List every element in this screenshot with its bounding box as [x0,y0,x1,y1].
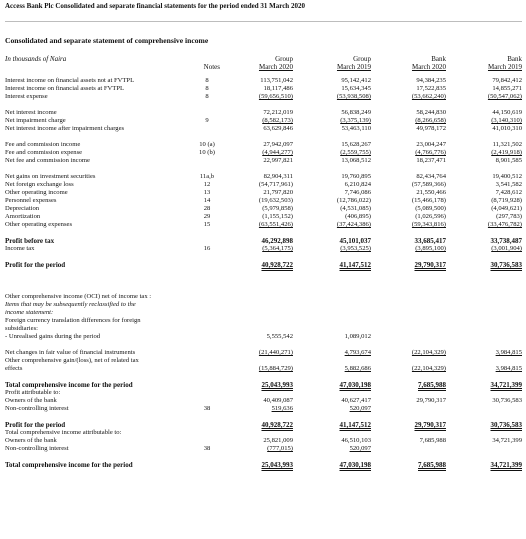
statement-row [0,141,526,149]
row-label: Other operating expenses [5,221,73,228]
group-2019-value: 520,097 [349,405,371,412]
group-2020-value: 82,904,311 [263,173,293,180]
row-label: Interest expense [5,93,48,100]
statement-row [0,205,526,213]
group-2019-value: (4,531,085) [340,205,371,212]
group-2020-value: 25,043,993 [261,381,293,389]
bank-2020-value: 29,790,317 [414,261,446,269]
statement-row [0,213,526,221]
statement-row [0,85,526,93]
group-2020-value: 25,043,993 [261,461,293,469]
group-2020-value: (5,979,858) [262,205,293,212]
row-label: effects [5,365,23,372]
group-2019-value: 47,030,198 [339,381,371,389]
bank-2020-value: 18,237,471 [416,157,446,164]
statement-row [0,189,526,197]
row-note: 28 [203,205,211,212]
row-label: Other comprehensive income (OCI) net of income tax : [5,293,152,300]
bank-2020-value: 7,685,988 [419,437,446,444]
group-2019-value: 47,030,198 [339,461,371,469]
bank-2020-value: (8,266,658) [415,117,446,124]
group-2020-header [213,55,293,71]
row-label: Interest income on financial assets not at FVTPL [5,77,135,84]
statement-row [0,149,526,157]
row-note: 13 [203,189,211,196]
row-label: Profit attributable to: [5,389,61,396]
group-2019-value: 13,068,512 [341,157,371,164]
bank-2019-value: (3,140,310) [491,117,522,124]
row-note: 10 (a) [199,141,215,148]
bank-2020-value: 58,244,830 [416,109,446,116]
statement-row [0,357,526,365]
bank-2020-value: (59,343,816) [411,221,446,228]
bank-2020-value: (53,662,240) [411,93,446,100]
row-label: income statement: [5,309,54,316]
row-label: Interest income on financial assets at FVTPL [5,85,125,92]
bank-2019-value: 79,842,412 [492,77,522,84]
row-label: Total comprehensive income attributable to: [5,429,122,436]
bank-2020-value: (22,104,329) [411,365,446,372]
row-note: 16 [203,245,211,252]
row-label: Net interest income after impairment charges [5,125,125,132]
statement-row [0,309,526,317]
group-2019-value: 15,628,267 [341,141,371,148]
statement-row [0,77,526,85]
unit-label: In thousands of Naira [5,55,67,63]
row-note: 8 [205,77,209,84]
row-label: Depreciation [5,205,40,212]
row-note: 10 (b) [199,149,215,156]
statement-row [0,421,526,429]
row-label: Income tax [5,245,35,252]
group-2019-value: 56,838,249 [341,109,371,116]
spacer-row [0,341,526,349]
bank-2019-entity: Bank [507,55,522,63]
row-note: 38 [203,445,211,452]
row-note: 14 [203,197,211,204]
group-2019-entity: Group [353,55,371,63]
group-2020-value: 25,821,009 [263,437,293,444]
row-label: Owners of the bank [5,397,57,404]
group-2020-value: (15,884,729) [258,365,293,372]
report-header: Access Bank Plc Consolidated and separate financial statements for the period ended 31 March 2020 [5,2,305,10]
spacer-row [0,133,526,141]
row-label: Other operating income [5,189,68,196]
group-2019-value: (53,938,508) [336,93,371,100]
row-label: Amortization [5,213,41,220]
group-2020-value: 72,212,019 [263,109,293,116]
group-2020-value: (54,717,961) [258,181,293,188]
row-note: 8 [205,93,209,100]
row-note: 38 [203,405,211,412]
statement-row [0,237,526,245]
bank-2020-value: 49,978,172 [416,125,446,132]
group-2019-value: 520,097 [349,445,371,452]
group-2020-value: 46,292,898 [261,237,293,245]
row-label: Fee and commission expense [5,149,83,156]
statement-row [0,349,526,357]
bank-2020-value: 29,790,317 [416,397,446,404]
bank-2019-value: 30,736,583 [490,421,522,429]
statement-row [0,381,526,389]
bank-2020-period: March 2020 [411,63,446,71]
bank-2020-value: (3,895,100) [415,245,446,252]
bank-2020-header [366,55,446,71]
group-2020-value: 40,409,087 [263,397,293,404]
group-2020-value: 21,797,820 [263,189,293,196]
statement-row [0,197,526,205]
group-2019-value: 41,147,512 [339,421,371,429]
bank-2019-value: 41,010,310 [492,125,522,132]
row-note: 15 [203,221,211,228]
row-label: Non-controlling interest [5,445,69,452]
group-2020-value: (777,015) [267,445,293,452]
statement-row [0,293,526,301]
row-label: Foreign currency translation differences for foreign [5,317,141,324]
row-label: Fee and commission income [5,141,81,148]
group-2020-value: 519,636 [271,405,293,412]
row-label: Other comprehensive gain/(loss), net of related tax [5,357,139,364]
group-2019-value: (406,895) [345,213,371,220]
statement-row [0,365,526,373]
statement-row [0,397,526,405]
row-label: Non-controlling interest [5,405,69,412]
statement-row [0,117,526,125]
bank-2020-value: 17,522,835 [416,85,446,92]
row-label: Total comprehensive income for the period [5,381,133,389]
group-2020-value: (1,155,152) [262,213,293,220]
bank-2019-value: 14,855,271 [492,85,522,92]
group-2019-value: 6,210,824 [344,181,371,188]
spacer-row [0,413,526,421]
bank-2019-value: 34,721,399 [492,437,522,444]
column-header [0,53,526,78]
group-2019-value: (3,953,525) [340,245,371,252]
bank-2019-value: 19,400,512 [492,173,522,180]
group-2019-header [291,55,371,71]
group-2020-period: March 2020 [258,63,293,71]
row-label: Net interest income [5,109,57,116]
group-2020-value: 5,555,542 [266,333,293,340]
bank-2020-value: 94,384,235 [416,77,446,84]
bank-2019-value: (3,001,904) [491,245,522,252]
notes-header-label: Notes [203,63,220,71]
group-2019-value: 45,101,037 [339,237,371,245]
statement-rows [0,77,526,469]
group-2019-value: 19,760,895 [341,173,371,180]
group-2019-value: 46,510,103 [341,437,371,444]
bank-2020-value: 29,790,317 [414,421,446,429]
bank-2019-value: (50,547,062) [487,93,522,100]
spacer-row [0,277,526,285]
row-note: 8 [205,85,209,92]
group-2020-entity: Group [275,55,293,63]
bank-2020-value: 33,685,417 [414,237,446,245]
statement-row [0,93,526,101]
group-2019-value: 41,147,512 [339,261,371,269]
statement-row [0,317,526,325]
group-2019-value: (12,786,022) [336,197,371,204]
statement-row [0,221,526,229]
statement-row [0,125,526,133]
bank-2019-value: 34,721,399 [490,381,522,389]
row-label: Net fee and commission income [5,157,90,164]
row-label: Net changes in fair value of financial instruments [5,349,136,356]
group-2019-value: (37,424,386) [336,221,371,228]
row-label: Total comprehensive income for the period [5,461,133,469]
bank-2019-value: (4,049,621) [491,205,522,212]
bank-2020-value: 7,685,988 [418,381,446,389]
group-2020-value: (63,551,426) [258,221,293,228]
bank-2019-value: (8,719,928) [491,197,522,204]
row-label: Net impairment charge [5,117,66,124]
spacer-row [0,285,526,293]
bank-2019-value: 44,150,619 [492,109,522,116]
group-2020-value: 113,751,042 [260,77,293,84]
statement-row [0,437,526,445]
group-2020-value: (21,440,271) [258,349,293,356]
group-2020-value: 18,117,486 [263,85,293,92]
group-2020-value: (5,364,175) [262,245,293,252]
row-note: 12 [203,181,211,188]
bank-2019-header [442,55,522,71]
bank-2019-value: 7,428,612 [495,189,522,196]
spacer-row [0,453,526,461]
row-label: Net foreign exchange loss [5,181,74,188]
group-2020-value: 40,928,722 [261,261,293,269]
group-2019-value: (3,375,139) [340,117,371,124]
bank-2019-value: 33,738,487 [490,237,522,245]
bank-2019-value: (297,783) [496,213,522,220]
row-label: Profit for the period [5,421,66,429]
bank-2019-value: (2,419,918) [491,149,522,156]
statement-row [0,173,526,181]
bank-2019-value: 8,901,585 [495,157,522,164]
row-label: Profit for the period [5,261,66,269]
bank-2019-value: 3,984,815 [495,365,522,372]
spacer-row [0,165,526,173]
header-rule [5,21,522,22]
bank-2020-value: (22,104,329) [411,349,446,356]
row-label: subsidiaries: [5,325,38,332]
row-note: 29 [203,213,211,220]
group-2019-period: March 2019 [336,63,371,71]
group-2019-value: 53,463,110 [341,125,371,132]
statement-row [0,429,526,437]
group-2019-value: 1,089,012 [344,333,371,340]
row-label: Personnel expenses [5,197,57,204]
row-label: Owners of the bank [5,437,57,444]
group-2020-value: 27,942,097 [263,141,293,148]
row-label: Net gains on investment securities [5,173,96,180]
statement-row [0,445,526,453]
bank-2020-value: 7,685,988 [418,461,446,469]
group-2019-value: 5,882,686 [344,365,371,372]
statement-row [0,157,526,165]
group-2020-value: 22,997,821 [263,157,293,164]
bank-2019-value: 34,721,399 [490,461,522,469]
group-2020-value: 40,928,722 [261,421,293,429]
bank-2019-value: (33,476,782) [487,221,522,228]
bank-2020-value: 21,550,466 [416,189,446,196]
bank-2020-value: (4,766,776) [415,149,446,156]
group-2019-value: 15,634,345 [341,85,371,92]
spacer-row [0,101,526,109]
row-label: Profit before tax [5,237,55,245]
group-2020-value: (8,582,173) [262,117,293,124]
bank-2020-value: 23,004,247 [416,141,446,148]
bank-2019-value: 3,541,582 [495,181,522,188]
bank-2020-value: (15,466,178) [411,197,446,204]
bank-2020-value: 82,434,764 [416,173,446,180]
spacer-row [0,229,526,237]
statement-row [0,333,526,341]
spacer-row [0,373,526,381]
spacer-row [0,253,526,261]
group-2020-value: (59,656,510) [258,93,293,100]
bank-2019-value: 30,736,583 [492,397,522,404]
statement-row [0,301,526,309]
bank-2020-entity: Bank [431,55,446,63]
group-2019-value: (2,559,755) [340,149,371,156]
bank-2019-value: 11,321,502 [492,141,522,148]
statement-title: Consolidated and separate statement of comprehensive income [5,36,209,45]
group-2020-value: (19,632,503) [258,197,293,204]
statement-row [0,461,526,469]
statement-row [0,325,526,333]
statement-row [0,261,526,269]
statement-row [0,181,526,189]
statement-row [0,389,526,397]
statement-row [0,245,526,253]
row-label: - Unrealised gains during the period [5,333,101,340]
spacer-row [0,269,526,277]
group-2019-value: 40,627,417 [341,397,371,404]
statement-row [0,405,526,413]
bank-2020-value: (5,089,500) [415,205,446,212]
bank-2019-value: 30,736,583 [490,261,522,269]
bank-2019-value: 3,984,815 [495,349,522,356]
group-2019-value: 4,793,674 [344,349,371,356]
bank-2020-value: (57,589,366) [411,181,446,188]
row-label: Items that may be subsequently reclassified to the [5,301,136,308]
bank-2019-period: March 2019 [487,63,522,71]
row-note: 9 [205,117,209,124]
statement-row [0,109,526,117]
group-2019-value: 7,746,086 [344,189,371,196]
group-2020-value: (4,944,277) [262,149,293,156]
bank-2020-value: (1,026,596) [415,213,446,220]
row-note: 11a,b [199,173,215,180]
group-2019-value: 95,142,412 [341,77,371,84]
group-2020-value: 63,629,846 [263,125,293,132]
